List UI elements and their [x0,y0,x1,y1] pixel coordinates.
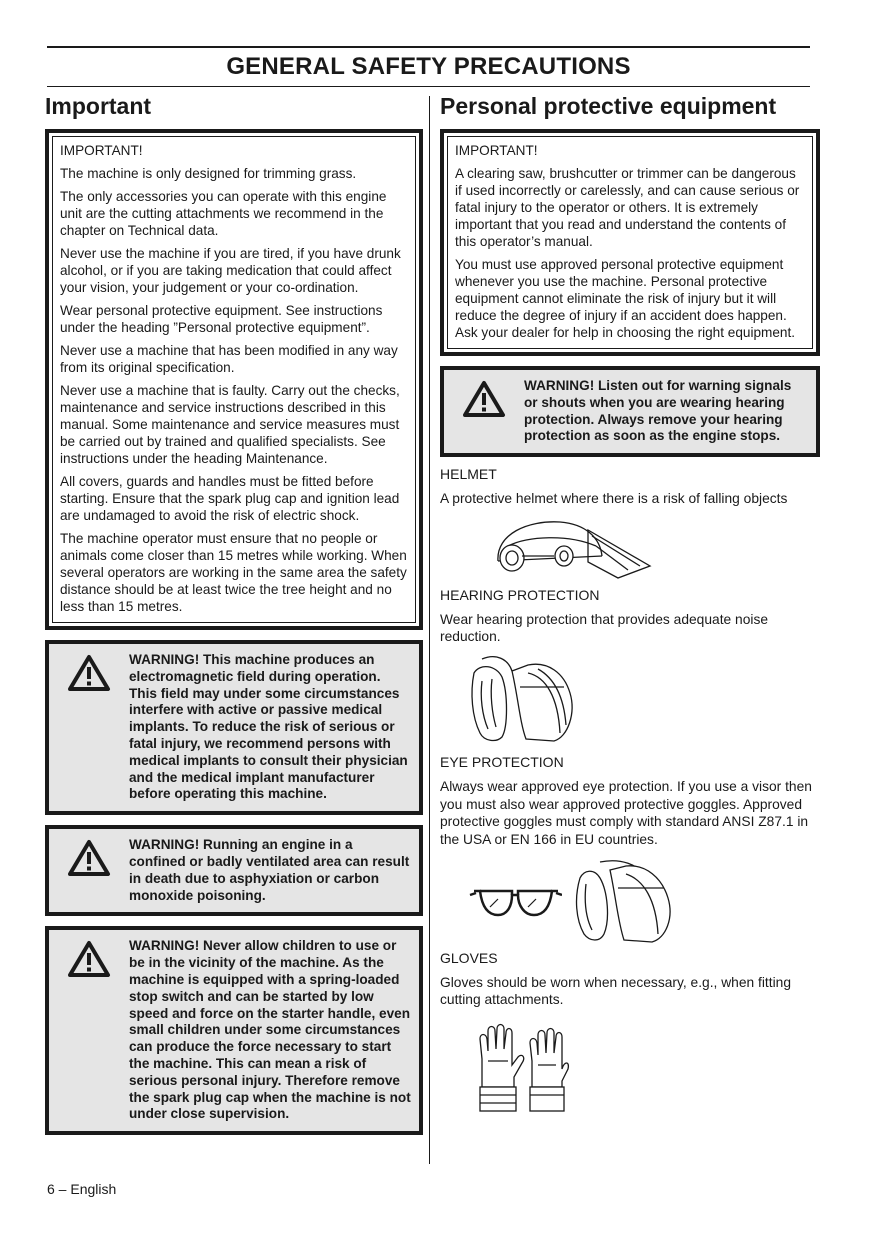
eye-protection-title: EYE PROTECTION [440,754,564,771]
paragraph: Never use the machine if you are tired, if you have drunk alcohol, or if you are taking medication that could affect your vision, your judgement or your co-ordination. [60,246,401,295]
paragraph: The machine operator must ensure that no people or animals come closer than 15 metres while working. When several operators are working in the same area the safety distance should be at least twice the tree height and no less than 15 metres. [60,531,407,614]
page-footer: 6 – English [47,1181,117,1197]
right-column [440,92,820,1120]
hearing-protection-text: Wear hearing protection that provides adequate noise reduction. [440,611,769,644]
gloves-text: Gloves should be worn when necessary, e.g., when fitting cutting attachments. [440,975,791,1008]
important-box [45,129,423,630]
hearing-protection-title: HEARING PROTECTION [440,586,600,603]
gloves-icon [472,1021,820,1120]
top-rule [47,46,810,48]
warning-text: WARNING! Listen out for warning signals or shouts when you are wearing hearing protection. Always remove your hearing protection as soon as the engine stops. [524,378,792,444]
helmet-title: HELMET [440,466,497,483]
warning-box [45,926,423,1135]
warning-triangle-icon [49,938,129,978]
warning-box [45,640,423,815]
column-divider [429,96,430,1164]
warning-box [45,825,423,916]
ppe-heading: Personal protective equipment [440,93,777,119]
important-label: IMPORTANT! [60,143,143,158]
left-column [45,92,423,1135]
helmet-icon [468,516,820,585]
warning-text: WARNING! This machine produces an electromagnetic field during operation. This field may under some circumstances interfere with active or passive medical implants. To reduce the risk of serious or fatal injury, we recommend persons with medical implants to consult their physician and the medical implant manufacturer before operating this machine. [129,652,408,802]
paragraph: You must use approved personal protective equipment whenever you use the machine. Personal protective equipment cannot eliminate the risk of injury but it will reduce the degree of injury if an accident does happen. Ask your dealer for help in choosing the right equipment. [455,257,796,340]
paragraph: Never use a machine that has been modified in any way from its original specification. [60,343,398,375]
paragraph: The only accessories you can operate with this engine unit are the cutting attachments we recommend in the chapter on Technical data. [60,189,387,238]
warning-box [440,366,820,457]
paragraph: A clearing saw, brushcutter or trimmer can be dangerous if used incorrectly or carelessly, and can cause serious or fatal injury to the operator or others. It is extremely important that you read and understand the contents of this operator’s manual. [455,166,800,249]
important-heading: Important [45,93,152,119]
important-box [440,129,820,356]
paragraph: The machine is only designed for trimming grass. [60,166,357,181]
warning-triangle-icon [444,378,524,418]
helmet-text: A protective helmet where there is a risk of falling objects [440,491,788,507]
paragraph: Wear personal protective equipment. See instructions under the heading ”Personal protective equipment”. [60,303,383,335]
gloves-title: GLOVES [440,950,498,967]
paragraph: All covers, guards and handles must be fitted before starting. Ensure that the spark plug cap and ignition lead are undamaged to avoid the risk of electric shock. [60,474,400,523]
warning-triangle-icon [49,837,129,877]
page-title: GENERAL SAFETY PRECAUTIONS [226,53,631,80]
warning-triangle-icon [49,652,129,692]
goggles-icon [468,881,562,921]
eye-protection-text: Always wear approved eye protection. If you use a visor then you must also wear approved protective goggles. Approved protective goggles must comply with standard ANSI Z87.1 in the USA or EN 166 in EU countries. [440,779,812,847]
paragraph: Never use a machine that is faulty. Carry out the checks, maintenance and service instructions described in this manual. Some maintenance and service measures must be carried out by trained and qualified specialists. See instructions under the heading Maintenance. [60,383,400,466]
title-rule [47,86,810,87]
ear-protection-icon [468,653,820,750]
warning-text: WARNING! Running an engine in a confined or badly ventilated area can result in death due to asphyxiation or carbon monoxide poisoning. [129,837,410,903]
important-label: IMPORTANT! [455,143,538,158]
warning-text: WARNING! Never allow children to use or be in the vicinity of the machine. As the machine is equipped with a spring-loaded stop switch and can be started by low speed and force on the starter handle, even small children under some circumstances can produce the force necessary to start the machine. This can mean a risk of serious personal injury. Therefore remove the spark plug cap when the machine is not under close supervision. [129,938,411,1122]
visor-icon [570,858,680,944]
